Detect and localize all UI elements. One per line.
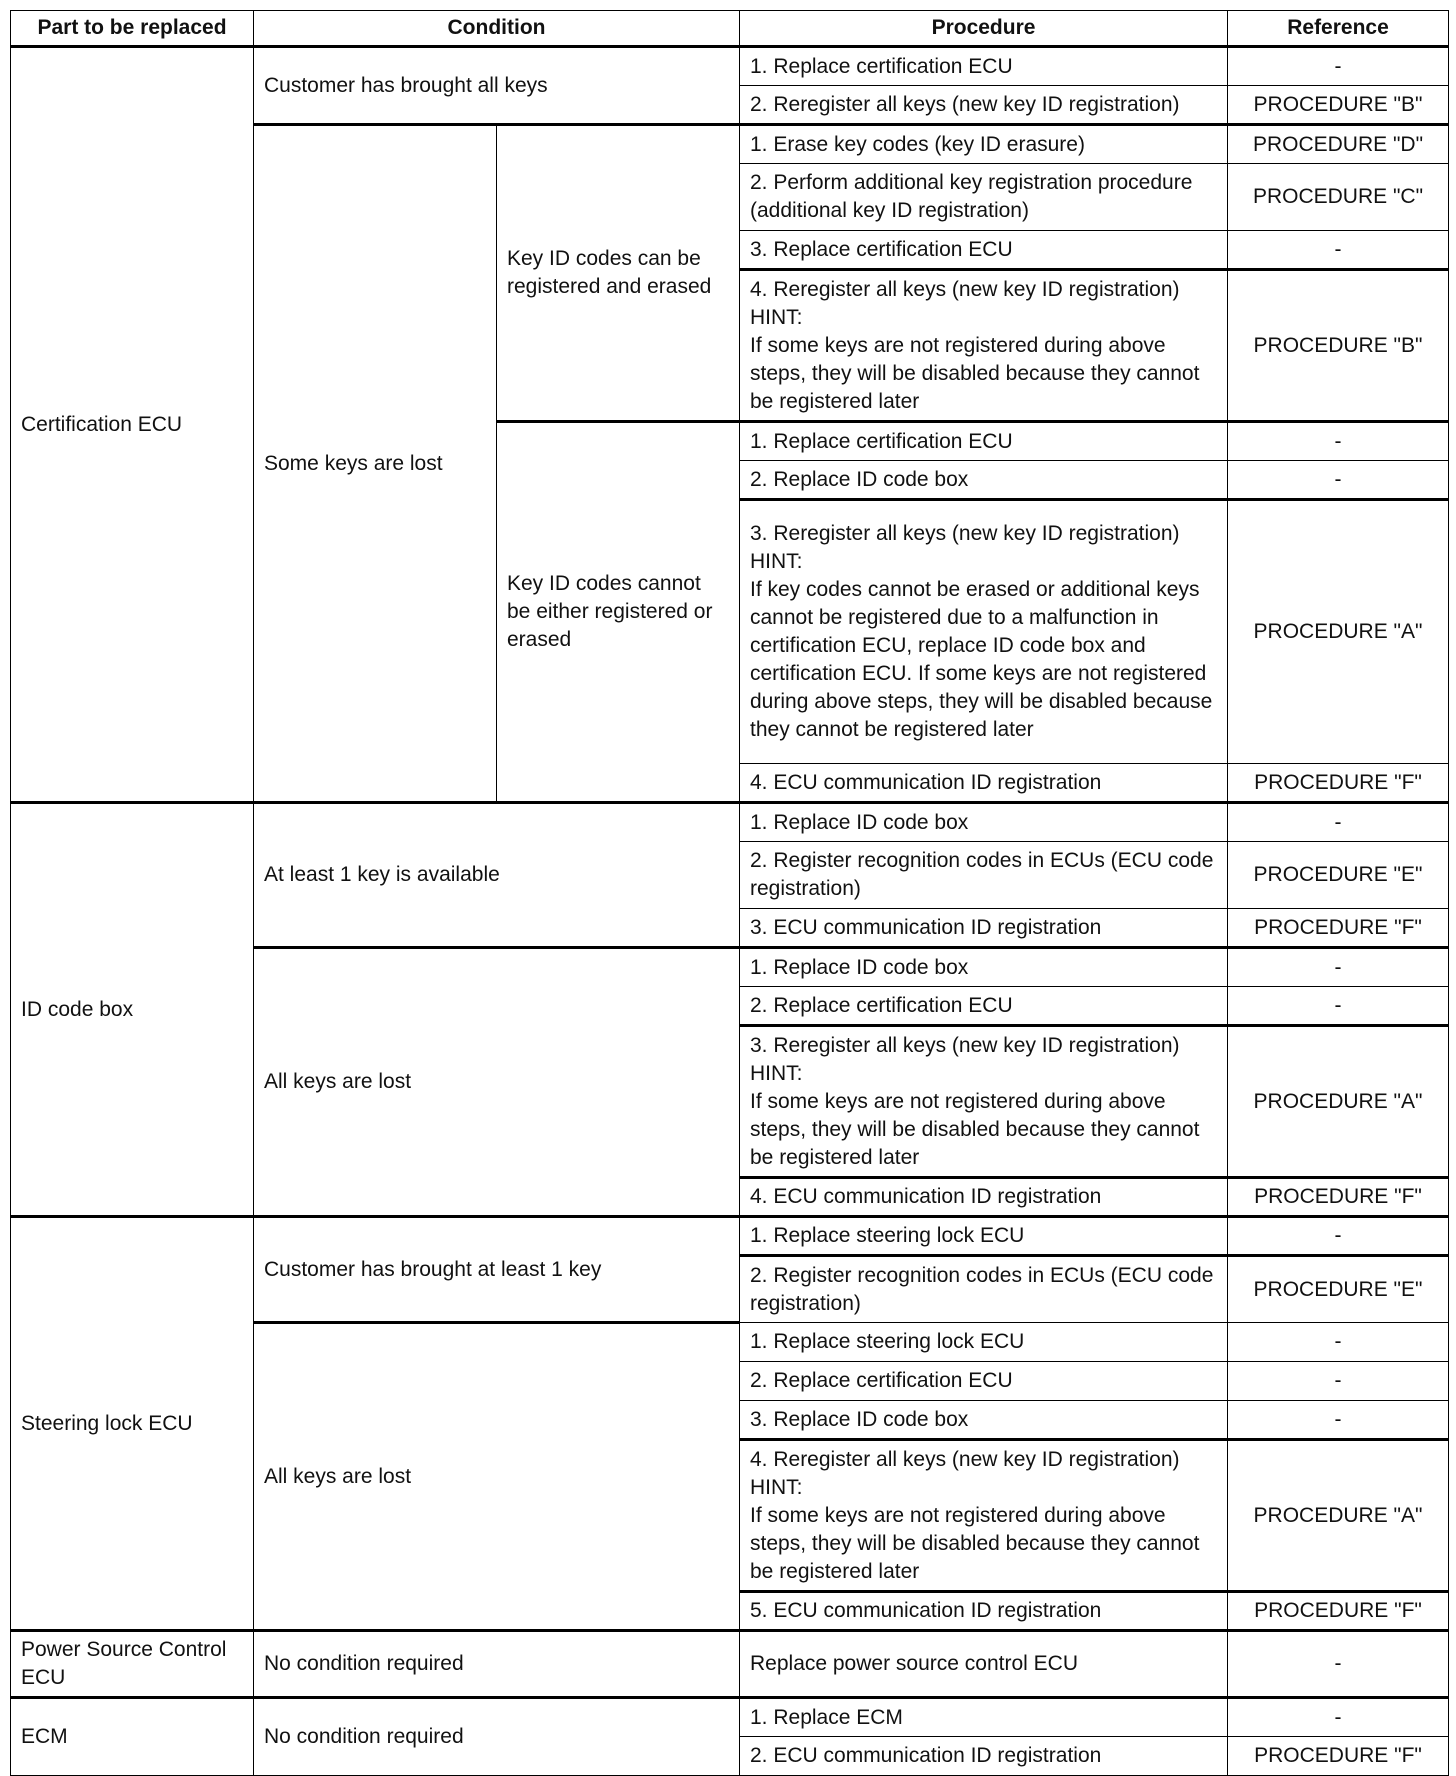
reference-cell: PROCEDURE "B" bbox=[1228, 270, 1449, 422]
condition-cell: Some keys are lost bbox=[254, 125, 497, 803]
table-row bbox=[11, 47, 1449, 86]
reference-cell: PROCEDURE "F" bbox=[1228, 764, 1449, 803]
reference-cell: PROCEDURE "C" bbox=[1228, 164, 1449, 231]
condition-cell: All keys are lost bbox=[254, 948, 740, 1217]
table-row bbox=[11, 1631, 1449, 1698]
part-cell: Steering lock ECU bbox=[11, 1217, 254, 1631]
reference-cell: PROCEDURE "D" bbox=[1228, 125, 1449, 164]
table-row bbox=[11, 803, 1449, 842]
procedure-cell: 3. Reregister all keys (new key ID registration) HINT: If key codes cannot be erased or additional keys cannot be registered due to a malfunction in certification ECU, replace ID code box and certification ECU. If some keys are not registered during above steps, they will be disabled because they cannot be registered later bbox=[740, 500, 1228, 764]
reference-cell: PROCEDURE "A" bbox=[1228, 1440, 1449, 1592]
reference-cell: - bbox=[1228, 422, 1449, 461]
condition-cell: No condition required bbox=[254, 1631, 740, 1698]
procedure-cell: 1. Replace steering lock ECU bbox=[740, 1217, 1228, 1256]
condition-cell: All keys are lost bbox=[254, 1323, 740, 1631]
procedure-cell: 5. ECU communication ID registration bbox=[740, 1592, 1228, 1631]
reference-cell: - bbox=[1228, 1698, 1449, 1737]
reference-cell: PROCEDURE "E" bbox=[1228, 1256, 1449, 1323]
procedure-cell: 2. Register recognition codes in ECUs (ECU code registration) bbox=[740, 1256, 1228, 1323]
header-part: Part to be replaced bbox=[11, 11, 254, 47]
procedure-cell: 4. Reregister all keys (new key ID registration) HINT: If some keys are not registered during above steps, they will be disabled because they cannot be registered later bbox=[740, 270, 1228, 422]
procedure-cell: 4. ECU communication ID registration bbox=[740, 764, 1228, 803]
reference-cell: PROCEDURE "F" bbox=[1228, 1178, 1449, 1217]
reference-cell: PROCEDURE "F" bbox=[1228, 1592, 1449, 1631]
procedure-cell: 1. Replace certification ECU bbox=[740, 422, 1228, 461]
reference-cell: - bbox=[1228, 47, 1449, 86]
procedure-cell: 2. Perform additional key registration procedure (additional key ID registration) bbox=[740, 164, 1228, 231]
reference-cell: PROCEDURE "A" bbox=[1228, 500, 1449, 764]
part-cell: Certification ECU bbox=[11, 47, 254, 803]
sub-condition-cell: Key ID codes cannot be either registered or erased bbox=[497, 422, 740, 803]
sub-condition-cell: Key ID codes can be registered and erased bbox=[497, 125, 740, 422]
part-cell: ID code box bbox=[11, 803, 254, 1217]
header-reference: Reference bbox=[1228, 11, 1449, 47]
reference-cell: PROCEDURE "E" bbox=[1228, 842, 1449, 909]
condition-cell: Customer has brought all keys bbox=[254, 47, 740, 125]
key-registration-table bbox=[10, 10, 1449, 1776]
reference-cell: PROCEDURE "A" bbox=[1228, 1026, 1449, 1178]
procedure-cell: 4. ECU communication ID registration bbox=[740, 1178, 1228, 1217]
reference-cell: PROCEDURE "B" bbox=[1228, 86, 1449, 125]
procedure-cell: 2. Reregister all keys (new key ID registration) bbox=[740, 86, 1228, 125]
header-row bbox=[11, 11, 1449, 47]
part-cell: ECM bbox=[11, 1698, 254, 1776]
procedure-cell: 3. ECU communication ID registration bbox=[740, 909, 1228, 948]
procedure-cell: 2. Replace certification ECU bbox=[740, 987, 1228, 1026]
reference-cell: - bbox=[1228, 1217, 1449, 1256]
reference-cell: PROCEDURE "F" bbox=[1228, 909, 1449, 948]
procedure-cell: 3. Reregister all keys (new key ID registration) HINT: If some keys are not registered during above steps, they will be disabled because they cannot be registered later bbox=[740, 1026, 1228, 1178]
procedure-cell: 1. Replace ID code box bbox=[740, 803, 1228, 842]
procedure-cell: Replace power source control ECU bbox=[740, 1631, 1228, 1698]
procedure-cell: 3. Replace ID code box bbox=[740, 1401, 1228, 1440]
reference-cell: - bbox=[1228, 1362, 1449, 1401]
reference-cell: - bbox=[1228, 461, 1449, 500]
reference-cell: - bbox=[1228, 1401, 1449, 1440]
reference-cell: - bbox=[1228, 803, 1449, 842]
procedure-cell: 2. ECU communication ID registration bbox=[740, 1737, 1228, 1776]
procedure-cell: 2. Replace certification ECU bbox=[740, 1362, 1228, 1401]
procedure-cell: 1. Erase key codes (key ID erasure) bbox=[740, 125, 1228, 164]
header-procedure: Procedure bbox=[740, 11, 1228, 47]
procedure-cell: 1. Replace certification ECU bbox=[740, 47, 1228, 86]
condition-cell: No condition required bbox=[254, 1698, 740, 1776]
part-cell: Power Source Control ECU bbox=[11, 1631, 254, 1698]
procedure-cell: 3. Replace certification ECU bbox=[740, 231, 1228, 270]
reference-cell: - bbox=[1228, 231, 1449, 270]
procedure-cell: 2. Register recognition codes in ECUs (ECU code registration) bbox=[740, 842, 1228, 909]
header-condition: Condition bbox=[254, 11, 740, 47]
procedure-cell: 2. Replace ID code box bbox=[740, 461, 1228, 500]
reference-cell: - bbox=[1228, 1323, 1449, 1362]
table-row bbox=[11, 1217, 1449, 1256]
condition-cell: Customer has brought at least 1 key bbox=[254, 1217, 740, 1323]
reference-cell: PROCEDURE "F" bbox=[1228, 1737, 1449, 1776]
procedure-cell: 1. Replace ID code box bbox=[740, 948, 1228, 987]
procedure-cell: 1. Replace steering lock ECU bbox=[740, 1323, 1228, 1362]
procedure-cell: 1. Replace ECM bbox=[740, 1698, 1228, 1737]
reference-cell: - bbox=[1228, 987, 1449, 1026]
procedure-cell: 4. Reregister all keys (new key ID registration) HINT: If some keys are not registered during above steps, they will be disabled because they cannot be registered later bbox=[740, 1440, 1228, 1592]
condition-cell: At least 1 key is available bbox=[254, 803, 740, 948]
reference-cell: - bbox=[1228, 948, 1449, 987]
reference-cell: - bbox=[1228, 1631, 1449, 1698]
table-row bbox=[11, 1698, 1449, 1737]
